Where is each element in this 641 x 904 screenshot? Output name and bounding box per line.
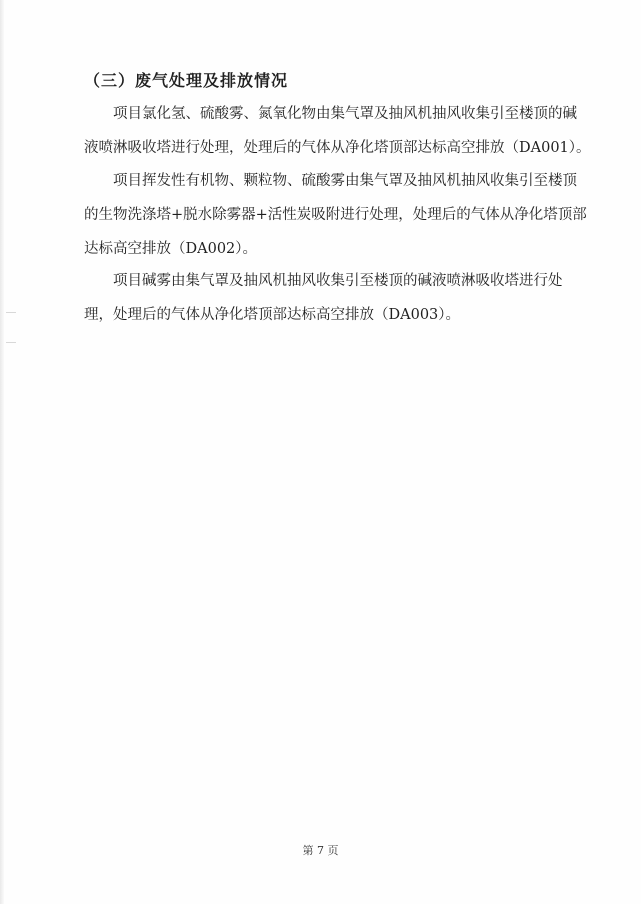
paragraph-line: 达标高空排放（DA002）。 [84,241,258,257]
page-number: 第 7 页 [302,844,339,857]
scan-edge-shadow [0,0,4,904]
paragraph-line: 液喷淋吸收塔进行处理，处理后的气体从净化塔顶部达标高空排放（DA001）。 [84,140,591,156]
scan-mark [6,312,16,313]
paragraph-1 [84,97,604,165]
paragraph-line: 的生物洗涤塔+脱水除雾器+活性炭吸附进行处理，处理后的气体从净化塔顶部 [84,207,587,223]
paragraph-line: 项目碱雾由集气罩及抽风机抽风收集引至楼顶的碱液喷淋吸收塔进行处 [113,273,563,289]
paragraph-3 [84,264,604,332]
scan-mark [6,342,16,343]
paragraph-line: 理，处理后的气体从净化塔顶部达标高空排放（DA003）。 [84,307,461,323]
paragraph-line: 项目挥发性有机物、颗粒物、硫酸雾由集气罩及抽风机抽风收集引至楼顶 [113,173,577,189]
section-heading: （三）废气处理及排放情况 [84,71,289,90]
paragraph-2 [84,164,604,266]
paragraph-line: 项目氯化氢、硫酸雾、氮氧化物由集气罩及抽风机抽风收集引至楼顶的碱 [113,106,577,122]
